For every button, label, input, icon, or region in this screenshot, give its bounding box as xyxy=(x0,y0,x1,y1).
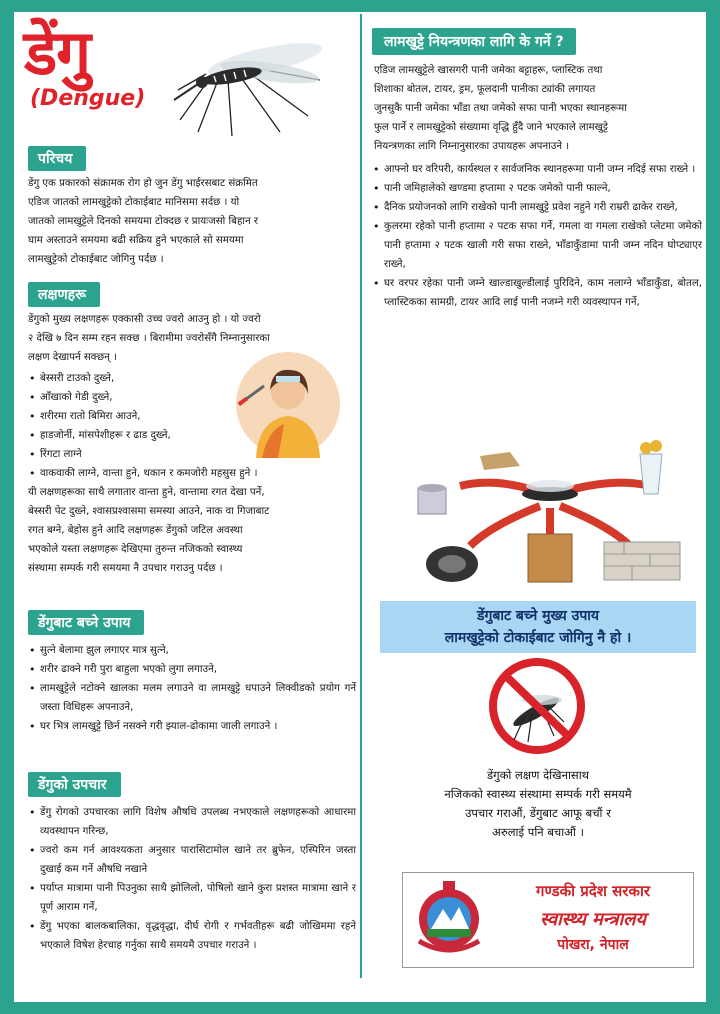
main-message-box xyxy=(380,601,696,653)
no-mosquito-icon xyxy=(484,656,590,756)
list-item: • सुत्ने बेलामा झुल लगाएर मात्र सुत्ने, xyxy=(28,641,356,660)
list-item: • पानी जमिहालेको खण्डमा हप्तामा २ पटक जमेको पानी फाल्ने, xyxy=(372,179,702,198)
list-item: • आफ्नो घर वरिपरी, कार्यस्थल र सार्वजनिक स्थानहरूमा पानी जम्न नदिई सफा राख्ने । xyxy=(372,160,702,179)
main-message-line1: डेंगुबाट बच्ने मुख्य उपाय xyxy=(476,608,600,624)
intro-text: डेंगु एक प्रकारको संक्रामक रोग हो जुन डेंगु भाईरसबाट संक्रमित एडिज जातको लामखुट्टेको टोकाईबाट मानिसमा सर्दछ । यो जातको लामखुट्टेले दिनको समयमा टोक्दछ र प्रायःजसो बिहान र घाम अस्ताउने समयमा बढी सक्रिय हुने भएकाले सो समयमा लामखुट्टेको टोकाईबाट जोगिनु पर्दछ । xyxy=(28,178,259,265)
list-item: • डेंगु भएका बालकबालिका, वृद्धवृद्धा, दीर्घ रोगी र गर्भवतीहरू बढी जोखिममा रहने भएकाले विषेश हेरचाह गर्नुका साथै समयमै उपचार गराउने । xyxy=(28,917,356,955)
action-message: डेंगुको लक्षण देखिनासाथ नजिकको स्वास्थ्य संस्थामा सम्पर्क गरी समयमै उपचार गराऔं, डेंगुबाट आफू बचौं र अरुलाई पनि बचाऔं । xyxy=(444,768,632,839)
symptoms-intro: डेंगुको मुख्य लक्षणहरू एक्कासी उच्च ज्वरो आउनु हो । यो ज्वरो २ देखि ७ दिन सम्म रहन सक्छ । बिरामीमा ज्वरोसँगै निम्नानुसारका लक्षण देखापर्न सक्छन् । xyxy=(28,314,270,363)
intro-heading: परिचय xyxy=(28,146,86,171)
treatment-section xyxy=(28,772,356,955)
control-list xyxy=(372,160,702,312)
list-item: • पर्याप्त मात्रामा पानी पिउनुका साथै झोलिलो, पोषिलो खाने कुरा प्रशस्त मात्रामा खाने र पूर्ण आराम गर्ने, xyxy=(28,879,356,917)
list-item: • बेस्सरी टाउको दुख्ने, xyxy=(28,369,356,388)
list-item: • डेंगु रोगको उपचारका लागि विशेष औषधि उपलब्ध नभएकाले लक्षणहरूको आधारमा व्यवस्थापन गरिन्छ, xyxy=(28,803,356,841)
control-section xyxy=(372,28,702,312)
list-item: • वाकवाकी लाग्ने, वान्ता हुने, थकान र कमजोरी महसुस हुने । xyxy=(28,464,356,483)
prevention-section xyxy=(28,610,356,736)
prevention-list xyxy=(28,641,356,736)
list-item: • ज्वरो कम गर्न आवश्यकता अनुसार पारासिटामोल खाने तर ब्रुफेन, एस्पिरिन जस्ता दुखाई कम गर्ने औषधि नखाने xyxy=(28,841,356,879)
list-item: • हाडजोर्नी, मांसपेशीहरू र ढाड दुख्ने, xyxy=(28,426,356,445)
list-item: • आँखाको गेडी दुख्ने, xyxy=(28,388,356,407)
column-divider xyxy=(360,14,362,978)
treatment-heading: डेंगुको उपचार xyxy=(28,772,121,797)
prevention-heading: डेंगुबाट बच्ने उपाय xyxy=(28,610,144,635)
list-item: • घर वरपर रहेका पानी जम्ने खाल्डाखुल्डीलाई पुरिदिने, काम नलाग्ने भाँडाकुँडा, बोतल, प्लास्टिकका सामग्री, टायर आदि लाई पानी नजम्ने गरी व्यवस्थापन गर्ने, xyxy=(372,274,702,312)
sick-person-illustration xyxy=(228,350,348,458)
list-item: • रिंगटा लाग्ने xyxy=(28,445,356,464)
main-message-line2: लामखुट्टेको टोकाईबाट जोगिनु नै हो । xyxy=(444,630,632,646)
treatment-list xyxy=(28,803,356,955)
list-item: • कुलरमा रहेको पानी हप्तामा २ पटक सफा गर्ने, गमला वा गमला राखेको प्लेटमा जमेको पानी हप्तामा २ पटक खाली गरी सफा राख्ने, भाँडाकुँडामा पानी जम्न नदिन घोप्ट्याएर राख्ने, xyxy=(372,217,702,274)
list-item: • घर भित्र लामखुट्टे छिर्न नसक्ने गरी झ्याल-ढोकामा जाली लगाउने । xyxy=(28,717,356,736)
symptoms-warning: यी लक्षणहरूका साथै लगातार वान्ता हुने, वान्तामा रगत देखा पर्ने, बेस्सरी पेट दुख्ने, श्वासप्रश्वासमा समस्या आउने, नाक वा गिजाबाट रगत बग्ने, बेहोस हुने आदि लक्षणहरू डेंगुको जटिल अवस्था भएकोले यस्ता लक्षणहरू देखिएमा तुरुन्त नजिकको स्वास्थ्य संस्थामा सम्पर्क गरी समयमा नै उपचार गराउनु पर्दछ । xyxy=(28,487,270,574)
list-item: • लामखुट्टेले नटोक्ने खालका मलम लगाउने वा लामखुट्टे धपाउने लिक्वीडको प्रयोग गर्ने जस्ता विधिहरू अपनाउने, xyxy=(28,679,356,717)
intro-section xyxy=(28,146,356,269)
government-logo-box xyxy=(402,872,694,968)
list-item: • दैनिक प्रयोजनको लागि राखेको पानी लामखुट्टे प्रवेश नहुने गरी राम्ररी ढाकेर राख्ने, xyxy=(372,198,702,217)
control-heading: लामखुट्टे नियन्त्रणका लागि के गर्ने ? xyxy=(372,28,576,55)
list-item: • शरीर ढाक्ने गरी पुरा बाहुला भएको लुगा लगाउने, xyxy=(28,660,356,679)
title-nepali: डेंगु xyxy=(24,16,91,89)
title-english: (Dengue) xyxy=(30,86,146,111)
mosquito-illustration xyxy=(170,20,340,140)
gov-location: पोखरा, नेपाल xyxy=(557,937,629,953)
list-item: • शरीरमा रातो बिमिरा आउने, xyxy=(28,407,356,426)
gov-province-name: गण्डकी प्रदेश सरकार xyxy=(536,882,650,900)
breeding-sites-illustration xyxy=(400,436,690,586)
gov-ministry-name: स्वास्थ्य मन्त्रालय xyxy=(540,909,646,930)
government-emblem-icon xyxy=(413,879,485,961)
symptoms-heading: लक्षणहरू xyxy=(28,282,100,307)
control-intro: एडिज लामखुट्टेले खासगरी पानी जमेका बट्टाहरू, प्लास्टिक तथा शिशाका बोतल, टायर, ड्रम, फूलदानी पानीका ट्यांकी लगायत जुनसुकै पानी जमेका भाँडा तथा जमेको सफा पानी भएका स्थानहरूमा फुल पार्ने र लामखुट्टेको संख्यामा वृद्धि हुँदै जाने भएकाले लामखुट्टे नियन्त्रणका लागि निम्नानुसारका उपायहरू अपनाउने । xyxy=(374,65,627,152)
